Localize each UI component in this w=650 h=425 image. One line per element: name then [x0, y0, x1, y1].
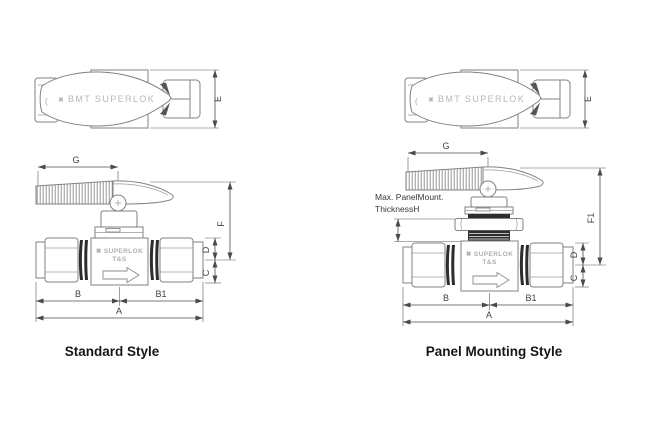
valve-handle — [406, 167, 543, 190]
right-tube-fitting — [150, 238, 203, 282]
figure-standard — [35, 70, 236, 359]
handle-crescent-mark: ( — [415, 97, 418, 106]
dim-label-b: B — [74, 289, 82, 299]
valve-handle — [36, 181, 173, 204]
dim-label-a: A — [115, 306, 123, 316]
dim-label-e: E — [583, 95, 593, 103]
dim-b-b1 — [36, 282, 203, 322]
dim-label-d: D — [201, 246, 211, 254]
dim-label-c: C — [569, 274, 579, 282]
stem-housing — [471, 197, 507, 207]
dim-b-b1 — [403, 287, 573, 326]
handle-pivot — [110, 195, 126, 211]
dim-a — [403, 310, 573, 322]
dim-label-b: B — [442, 293, 450, 303]
left-tube-fitting — [36, 238, 88, 282]
stem-housing — [101, 211, 137, 227]
panel-mounting-style-caption: Panel Mounting Style — [425, 344, 563, 359]
dim-label-e: E — [213, 95, 223, 103]
panel-front-view — [375, 141, 606, 326]
left-tube-fitting — [403, 243, 455, 287]
right-tube-fitting — [520, 243, 573, 287]
packing-flange — [95, 227, 143, 238]
panel-nut — [455, 219, 523, 231]
handle-crescent-mark: ( — [45, 97, 48, 106]
body-brand-line1: ✖ SUPERLOK — [95, 248, 144, 255]
dim-label-g: G — [72, 155, 80, 165]
handle-brand-text: BMT SUPERLOK — [438, 94, 526, 104]
dim-label-f: F — [216, 221, 226, 227]
superlok-logo-icon: ✖ — [58, 97, 64, 104]
superlok-logo-icon: ✖ — [428, 97, 434, 104]
figure-panel-mounting — [375, 70, 606, 359]
dim-label-d: D — [569, 251, 579, 259]
panel-thickness-note — [375, 192, 461, 242]
dim-label-b1: B1 — [525, 293, 537, 303]
body-brand-line2: T&S — [482, 259, 497, 266]
dim-label-f1: F1 — [586, 212, 596, 224]
panel-mount-thread-lower — [468, 231, 510, 242]
body-brand-line1: ✖ SUPERLOK — [465, 251, 514, 258]
dim-label-b1: B1 — [155, 289, 167, 299]
panel-note-line2: ThicknessH — [375, 204, 420, 214]
dim-d — [569, 243, 606, 265]
dim-label-c: C — [201, 269, 211, 277]
dim-d — [201, 238, 236, 260]
dim-label-a: A — [485, 310, 493, 320]
panel-note-line1: Max. PanelMount. — [375, 192, 444, 202]
panel-mount-thread-upper — [468, 214, 510, 219]
dim-a — [36, 306, 203, 318]
body-brand-line2: T&S — [112, 256, 127, 263]
handle-brand-text: BMT SUPERLOK — [68, 94, 156, 104]
dim-label-g: G — [442, 141, 450, 151]
standard-front-view — [36, 155, 236, 322]
panel-top-view — [405, 70, 593, 128]
packing-flange — [465, 207, 513, 214]
handle-pivot — [480, 181, 496, 197]
standard-style-caption: Standard Style — [64, 344, 160, 359]
standard-top-view — [35, 70, 223, 128]
dim-c — [201, 260, 221, 283]
